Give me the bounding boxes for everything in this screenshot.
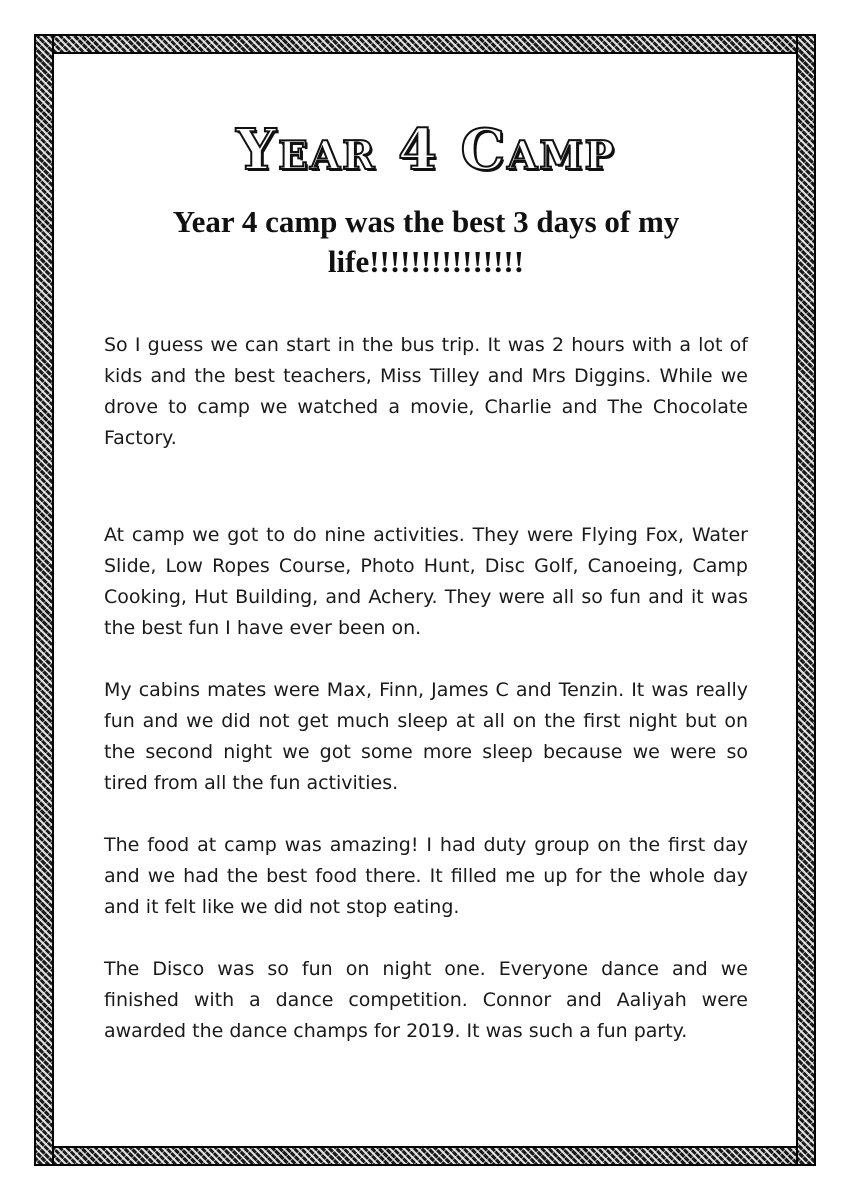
paragraph-bus-trip: So I guess we can start in the bus trip. It was 2 hours with a lot of kids and the best teachers, Miss Tilley and Mrs Diggins. While we drove to camp we watched a movie, Charlie and The Chocolate Factory.: [104, 333, 748, 449]
paragraph-food: The food at camp was amazing! I had duty group on the first day and we had the best food there. It filled me up for the whole day and it felt like we did not stop eating.: [104, 833, 748, 918]
page-subtitle: Year 4 camp was the best 3 days of my life!!!!!!!!!!!!!!!: [172, 203, 680, 279]
decorative-border-bottom: [34, 1146, 816, 1166]
paragraph-cabin-mates: My cabins mates were Max, Finn, James C and Tenzin. It was really fun and we did not get much sleep at all on the first night but on the second night we got some more sleep because we were so tired from all the fun activities.: [104, 678, 748, 794]
decorative-border-right: [796, 34, 816, 1166]
paragraph-activities: At camp we got to do nine activities. They were Flying Fox, Water Slide, Low Ropes Course, Photo Hunt, Disc Golf, Canoeing, Camp Cooking, Hut Building, and Achery. They were all so fun and it was the best fun I have ever been on.: [104, 523, 748, 639]
paragraph-disco: The Disco was so fun on night one. Everyone dance and we finished with a dance competition. Connor and Aaliyah were awarded the dance champs for 2019. It was such a fun party.: [104, 957, 748, 1042]
decorative-border-top: [34, 34, 816, 54]
decorative-border-left: [34, 34, 54, 1166]
document-body: [104, 117, 748, 1047]
page-title: Year 4 Camp: [236, 117, 616, 183]
